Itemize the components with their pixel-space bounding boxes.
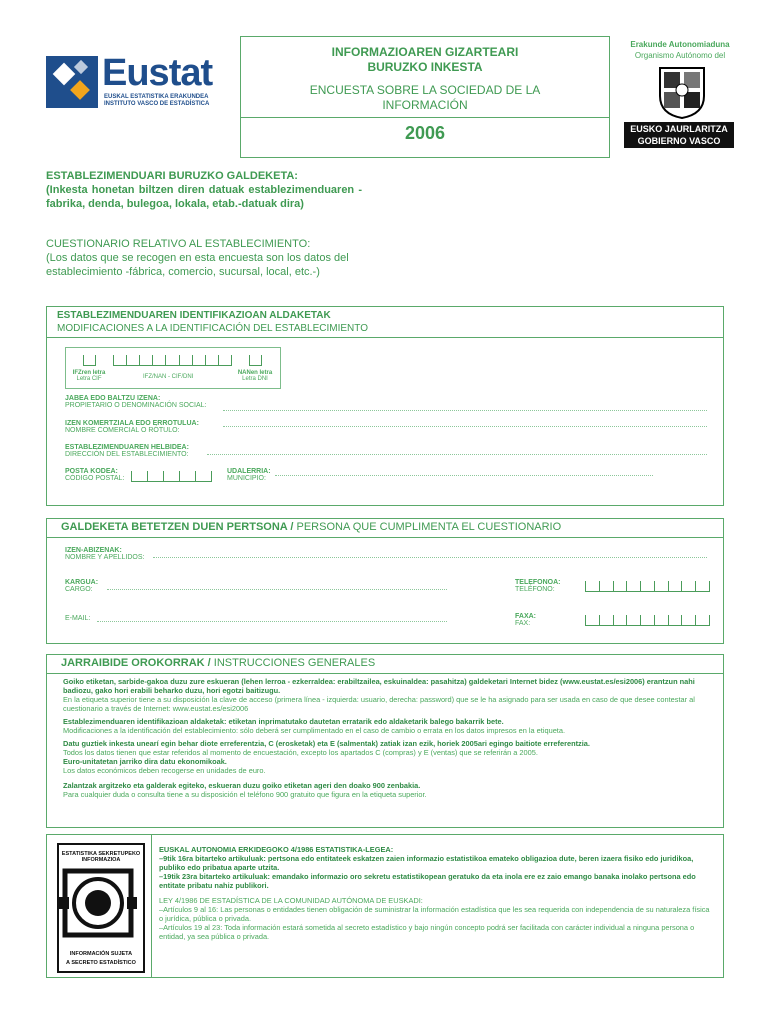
phone-input[interactable] (585, 581, 710, 592)
nan-letter-label: NANen letra Letra DNI (237, 370, 273, 382)
instr-p5: Zalantzak argitzeko eta galderak egiteko, eskueran duzu goiko etiketan ageri den doako 900 zenbakia. Para cualquier duda o consulta tiene a su disposición el teléfono 900 gratuito que figura en la etiqueta superior. (63, 781, 427, 799)
intro-es-title: CUESTIONARIO RELATIVO AL ESTABLECIMIENTO: (46, 238, 311, 250)
law-es: LEY 4/1986 DE ESTADÍSTICA DE LA COMUNIDAD AUTÓNOMA DE EUSKADI: –Artículos 9 al 16: Las personas o entidades tienen obligación de suministrar la información estadística que les sea requerida con independencia de su naturaleza física o jurídica, pública o privada. –Artículos 19 al 23: Toda información estará sometida al secreto estadístico y bajo ningún concepto podrá ser facilitada con carácter individual a ninguna persona o entidad, ya sea pública o privada. (159, 896, 710, 941)
eustat-emblem-icon (46, 56, 98, 108)
eustat-sub-es: INSTITUTO VASCO DE ESTADÍSTICA (104, 101, 210, 107)
gov-banner (624, 122, 734, 148)
legal-section (46, 834, 724, 978)
trade-label: IZEN KOMERTZIALA EDO ERROTULUA: NOMBRE COMERCIAL O RÓTULO: (65, 420, 199, 434)
eustat-wordmark: Eustat (102, 52, 213, 94)
law-eu: EUSKAL AUTONOMIA ERKIDEGOKO 4/1986 ESTATISTIKA-LEGEA: –9tik 16ra bitarteko artikuluak: pertsona edo entitateek eskatzen zaien informazio estatistikoa emateko obligazioa dute, beren izaera fisiko edo juridikoa, publiko edo pribatua aparte utzita. –19tik 23ra bitarteko artikuluak: emandako informazio oro sekretu estatistikopean geratuko da eta inola ere ez zaio emango banaka inolako pertsona edo entitate pribatu nahiz publikori. (159, 845, 696, 890)
owner-label: JABEA EDO BALTZU IZENA: PROPIETARIO O DENOMINACIÓN SOCIAL: (65, 395, 207, 409)
job-label: KARGUA: CARGO: (65, 579, 99, 593)
town-field[interactable] (275, 475, 653, 476)
cif-letter-input[interactable] (83, 355, 96, 366)
trade-field[interactable] (223, 426, 707, 427)
gov-line2: GOBIERNO VASCO (637, 136, 721, 146)
eustat-logo (46, 52, 256, 112)
instr-p1: Goiko etiketan, sarbide-gakoa duzu zure eskueran (lehen lerroa - ezkerraldea: erabiltzailea, eskuinaldea: pasahitza) galdeketari Internet bidez (www.eustat.es/esi2006) erantzun nahi badiozu, gako hori erabili beharko duzu, hori egotzi baitizugu. En la etiqueta superior tiene a su disposición la clave de acceso (primera línea - izquierda: usuario, derecha: password) que se le ha asignado para ser usada en caso de que desee contestar al cuestionario a través de Internet: www.eustat.es/esi2006 (63, 677, 695, 713)
cif-number-input[interactable] (113, 355, 232, 366)
seal-bot1: INFORMACIÓN SUJETA (69, 951, 133, 957)
seal-top2: INFORMAZIOA (81, 857, 121, 863)
postal-input[interactable] (131, 471, 212, 482)
fax-input[interactable] (585, 615, 710, 626)
gov-emblem-icon (656, 66, 708, 120)
ident-title-eu: ESTABLEZIMENDUAREN IDENTIFIKAZIOAN ALDAKETAK (57, 310, 331, 321)
address-label: ESTABLEZIMENDUAREN HELBIDEA: DIRECCIÓN DEL ESTABLECIMIENTO: (65, 444, 189, 458)
phone-label: TELEFONOA: TELÉFONO: (515, 579, 561, 593)
job-field[interactable] (107, 589, 447, 590)
instructions-title: JARRAIBIDE OROKORRAK / INSTRUCCIONES GENERALES (47, 655, 723, 674)
intro-eu-title: ESTABLEZIMENDUARI BURUZKO GALDEKETA: (46, 170, 298, 182)
title-box (240, 36, 610, 158)
postal-label: POSTA KODEA: CÓDIGO POSTAL: (65, 468, 125, 482)
survey-year: 2006 (404, 123, 446, 143)
intro-eu-body: (Inkesta honetan biltzen diren datuak establezimenduaren -fabrika, denda, bulegoa, lokala, etab.-datuak dira) (46, 184, 362, 210)
dni-letter-input[interactable] (249, 355, 262, 366)
town-label: UDALERRIA: MUNICIPIO: (227, 468, 271, 482)
eustat-sub-eu: EUSKAL ESTATISTIKA ERAKUNDEA (104, 94, 209, 100)
instr-p3: Datu guztiek inkesta unearí egin behar diote erreferentzia, C (erosketak) eta E (salmentak) zatiak izan ezik, horiek 2005ari egingo baitiote erreferentzia. Todos los datos tienen que estar referidos al momento de encuestación, excepto los apartados C (compras) y E (ventas) que se referirán a 2005. Euro-unitatetan jarriko dira datu ekonomikoak. Los datos económicos deben recogerse en unidades de euro. (63, 739, 590, 775)
name-field[interactable] (153, 557, 707, 558)
email-label: E-MAIL: (65, 615, 91, 622)
owner-field[interactable] (223, 410, 707, 411)
seal-bot2: A SECRETO ESTADÍSTICO (66, 960, 136, 966)
title-eu: INFORMAZIOAREN GIZARTEARI BURUZKO INKESTA (331, 45, 519, 74)
seal-top1: ESTATISTIKA SEKRETUPEKO (61, 851, 141, 857)
org-line2: Organismo Autónomo del (634, 51, 726, 60)
person-section (46, 518, 724, 644)
name-label: IZEN-ABIZENAK: NOMBRE Y APELLIDOS: (65, 547, 145, 561)
person-title: GALDEKETA BETETZEN DUEN PERTSONA / PERSONA QUE CUMPLIMENTA EL CUESTIONARIO (47, 519, 723, 538)
ifz-label: IFZ/NAN - CIF/DNI (143, 374, 194, 380)
title-es: ENCUESTA SOBRE LA SOCIEDAD DE LA INFORMACIÓN (309, 83, 541, 112)
instr-p2: Establezimenduaren identifikazioan aldaketak: etiketan inprimatutako dautetan erratarik edo aldaketarik balego bakarrik bete. Modificaciones a la identificación del establecimiento: sólo deberá ser cumplimentado en el caso de cambio o errata en los datos impresos en la etiqueta. (63, 717, 566, 735)
intro-es-body: (Los datos que se recogen en esta encuesta son los datos del establecimiento -fábrica, comercio, sucursal, local, etc.-) (46, 252, 349, 278)
fax-label: FAXA: FAX: (515, 613, 536, 627)
email-field[interactable] (97, 621, 447, 622)
secret-seal (57, 843, 145, 973)
address-field[interactable] (207, 454, 707, 455)
gov-line1: EUSKO JAURLARITZA (630, 124, 728, 134)
ifz-letter-label: IFZren letra Letra CIF (72, 370, 106, 382)
org-line1: Erakunde Autonomiaduna (630, 40, 730, 49)
instructions-section (46, 654, 724, 828)
ident-title-es: MODIFICACIONES A LA IDENTIFICACIÓN DEL ESTABLECIMIENTO (57, 323, 368, 334)
cif-frame (65, 347, 281, 389)
ident-section (46, 306, 724, 506)
seal-emblem-icon (57, 867, 141, 939)
